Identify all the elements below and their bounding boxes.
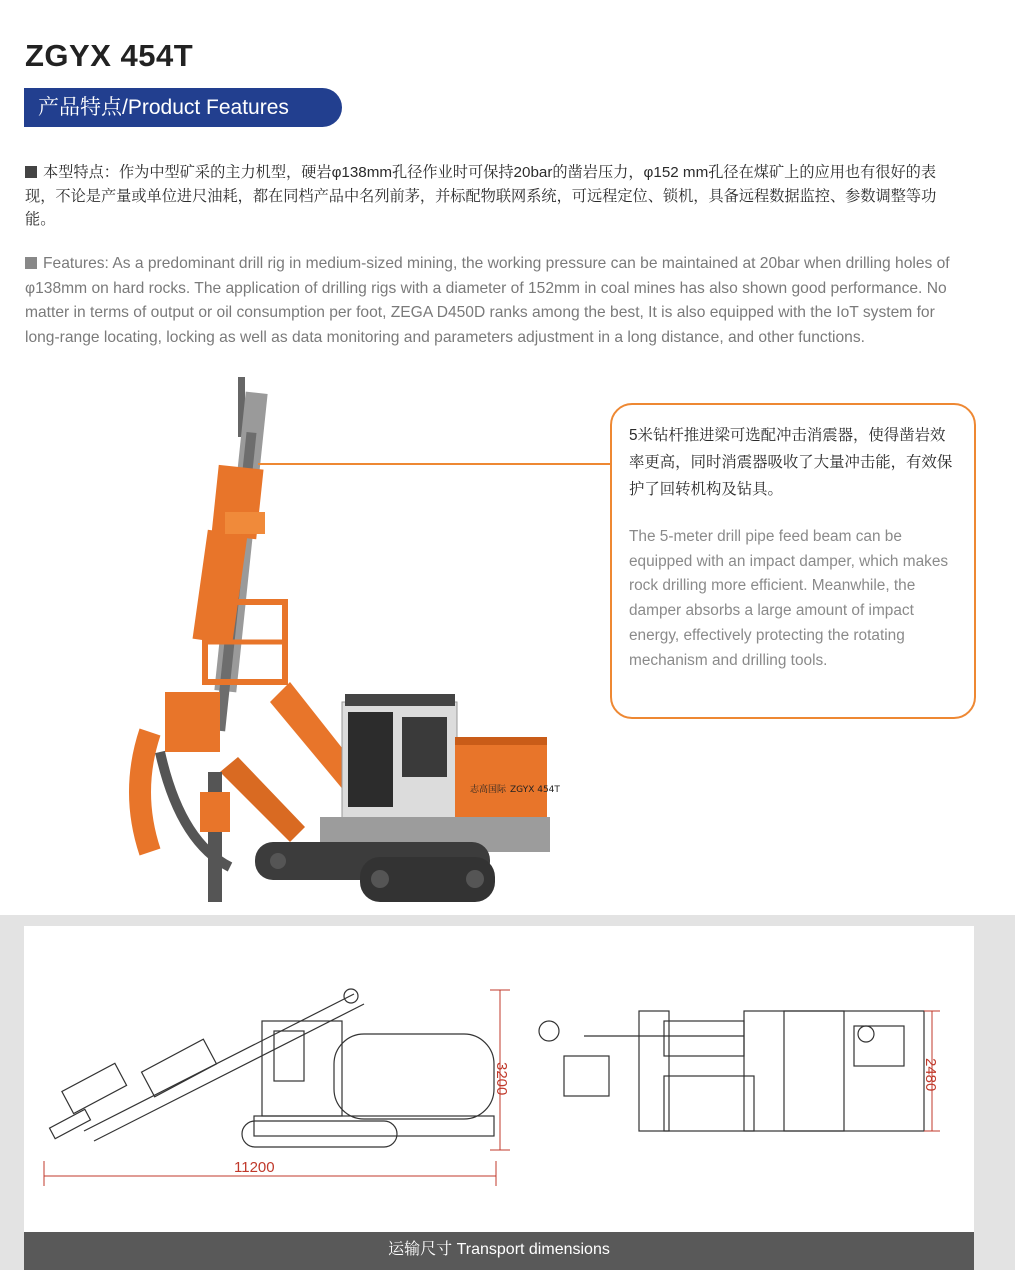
footer-caption: 运输尺寸 Transport dimensions [24, 1232, 974, 1270]
bullet-square-icon [25, 257, 37, 269]
width-dimension-label: 2480 [922, 1058, 939, 1092]
callout-cn-text: 5米钻杆推进梁可选配冲击消震器，使得凿岩效率更高，同时消震器吸收了大量冲击能，有效保护了回转机构及钻具。 [629, 427, 953, 498]
features-cn-paragraph [25, 161, 960, 232]
features-en-paragraph [25, 252, 960, 350]
length-dimension-label: 11200 [234, 1159, 275, 1176]
side-view-drawing [50, 989, 494, 1147]
bullet-square-icon [25, 166, 37, 178]
page-title: ZGYX 454T [25, 38, 194, 73]
features-en-text: Features: As a predominant drill rig in medium-sized mining, the working pressure can be maintained at 20bar when drilling holes of φ138mm on hard rocks. The application of drilling rigs with a diameter of 152mm in coal mines has also shown good performance. No matter in terms of output or oil consumption per foot, ZEGA D450D ranks among the best, It is also equipped with the IoT system for long-range locating, locking as well as data monitoring and parameters adjustment in a long distance, and other functions. [25, 255, 950, 346]
dimensions-drawing [24, 926, 974, 1232]
features-cn-text: 本型特点：作为中型矿采的主力机型，硬岩φ138mm孔径作业时可保持20bar的凿岩压力，φ152 mm孔径在煤矿上的应用也有很好的表现，不论是产量或单位进尺油耗，都在同档产品中名列前茅，并标配物联网系统，可远程定位、锁机，具备远程数据监控、参数调整等功能。 [25, 164, 937, 228]
top-view-drawing [539, 1011, 924, 1131]
callout-en-text: The 5-meter drill pipe feed beam can be equipped with an impact damper, which makes rock drilling more efficient. Meanwhile, the damper absorbs a large amount of impact energy, effectively protecting the rotating mechanism and drilling tools. [629, 528, 949, 669]
feature-callout [610, 403, 976, 719]
drill-rig-image [120, 372, 560, 912]
machine-brand-label: 志高国际 [470, 785, 507, 795]
machine-model-label: ZGYX 454T [510, 785, 560, 795]
height-dimension-label: 3200 [493, 1062, 510, 1096]
callout-leader-line [258, 463, 610, 465]
section-badge: 产品特点/Product Features [24, 88, 342, 127]
dimensions-drawing-panel [24, 926, 974, 1232]
